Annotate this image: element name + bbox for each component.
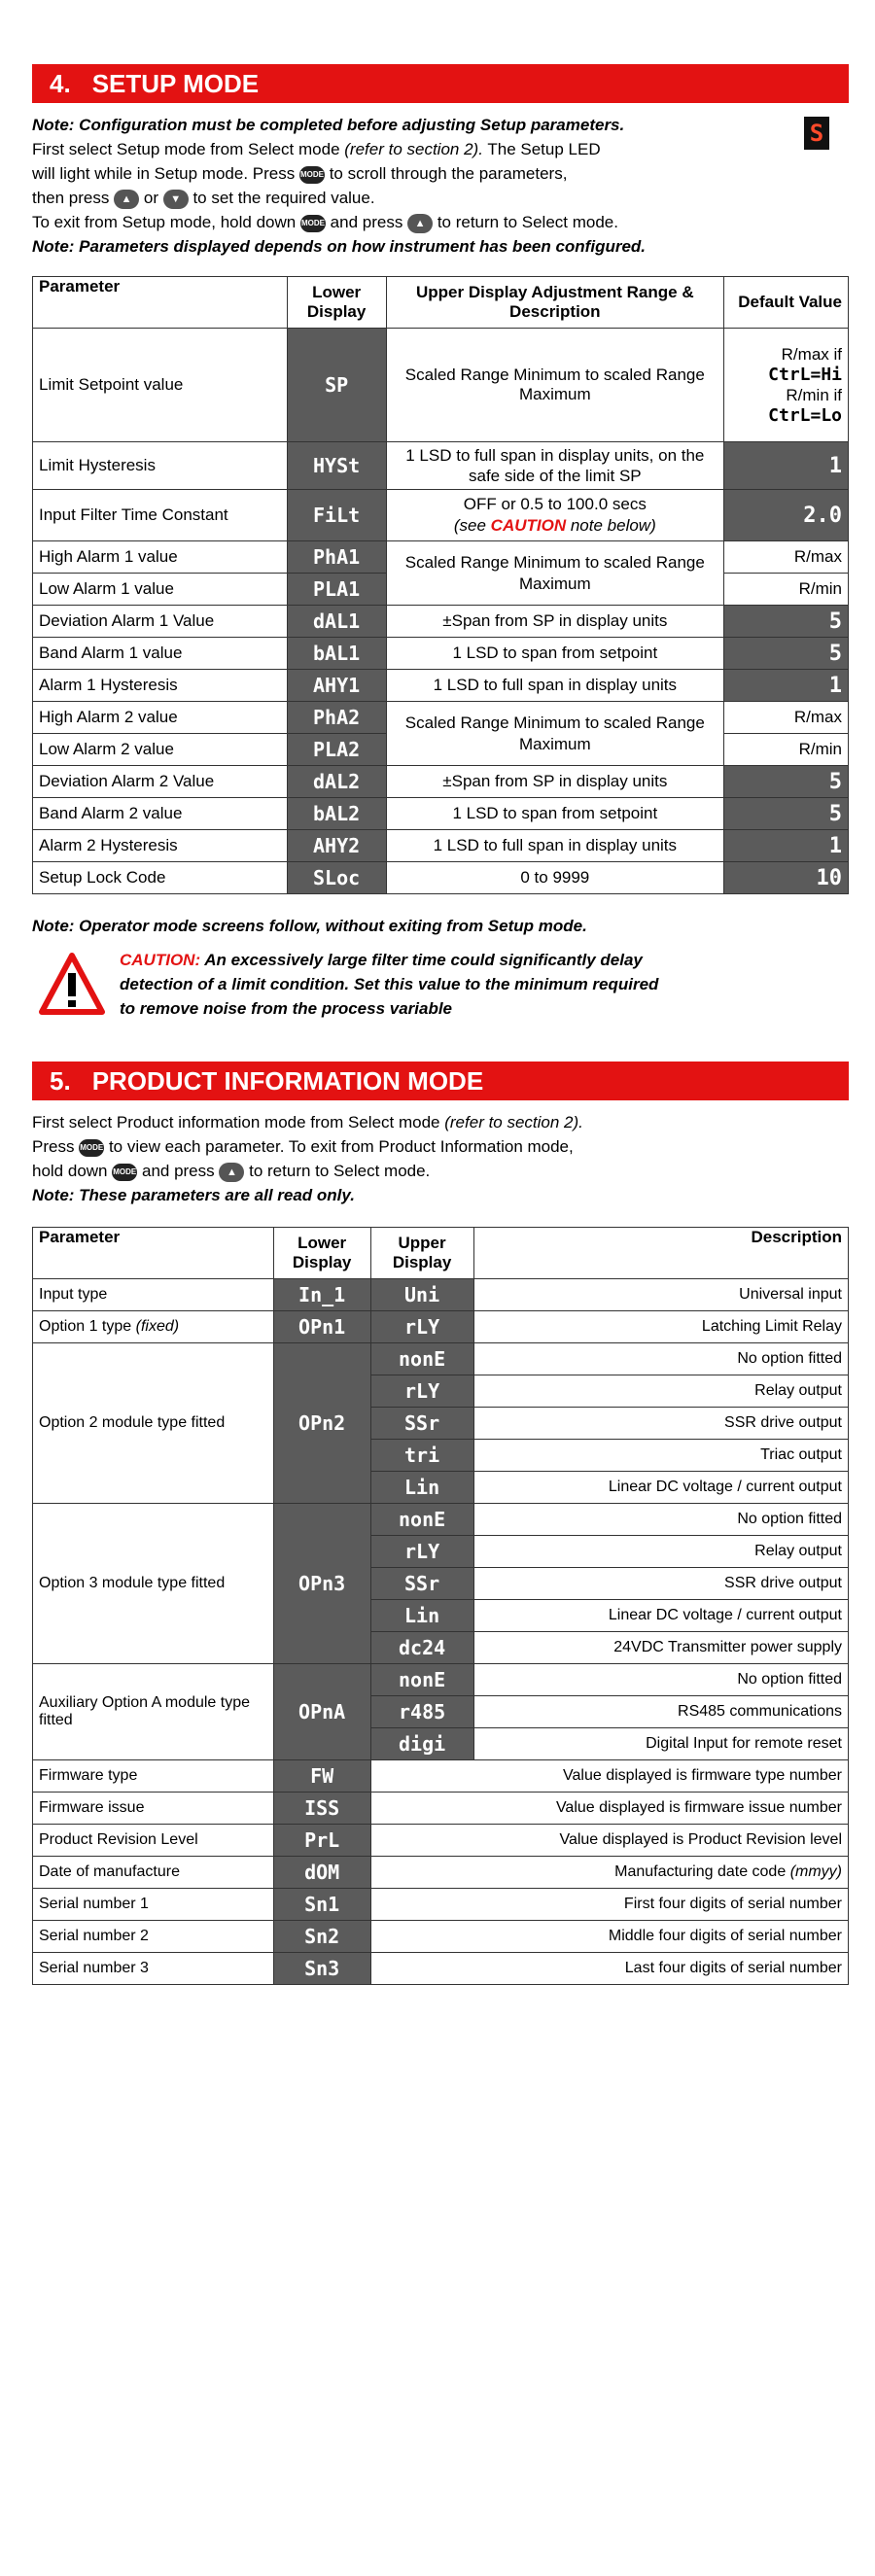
product-info-table (32, 1227, 849, 1985)
table-row: Input type In_1 Uni Universal input (33, 1279, 849, 1311)
caution-box (32, 948, 849, 1026)
table-row: rLY Relay output (33, 1375, 849, 1408)
table-row: Input Filter Time Constant FiLt OFF or 0.5 to 100.0 secs (see CAUTION note below) 2.0 (33, 490, 849, 541)
table-row: Product Revision Level PrL Value displayed is Product Revision level (33, 1825, 849, 1857)
setup-line-3: then press ▲ or ▼ to set the required value. (32, 189, 375, 207)
table-row: Deviation Alarm 2 Value dAL2 ±Span from SP in display units 5 (33, 766, 849, 798)
table-row: Date of manufacture dOM Manufacturing date code (mmyy) (33, 1857, 849, 1889)
mode-button-icon: MODE (79, 1139, 104, 1157)
table-row: Alarm 2 Hysteresis AHY2 1 LSD to full span in display units 1 (33, 830, 849, 862)
up-arrow-icon: ▲ (114, 190, 139, 209)
setup-line-1: First select Setup mode from Select mode (refer to section 2). The Setup LED (32, 140, 601, 158)
table-row: Setup Lock Code SLoc 0 to 9999 10 (33, 862, 849, 894)
table-row: Firmware issue ISS Value displayed is firmware issue number (33, 1793, 849, 1825)
mode-button-icon: MODE (299, 166, 325, 184)
product-note: Note: These parameters are all read only. (32, 1186, 355, 1204)
product-line-2: Press MODE to view each parameter. To exit from Product Information mode, (32, 1137, 574, 1156)
mode-button-icon: MODE (112, 1164, 137, 1181)
setup-led-icon: S (804, 117, 829, 150)
table-row: Serial number 1 Sn1 First four digits of serial number (33, 1889, 849, 1921)
table-row: Deviation Alarm 1 Value dAL1 ±Span from SP in display units 5 (33, 606, 849, 638)
setup-line-2: will light while in Setup mode. Press MODE to scroll through the parameters, (32, 164, 568, 183)
up-arrow-icon: ▲ (407, 214, 433, 233)
caution-text: CAUTION: An excessively large filter time could significantly delay detection of a limit condition. Set this value to the minimum required to remove noise from the process variable (120, 951, 659, 1018)
table-header-row: Parameter Lower Display Upper Display Adjustment Range & Description Default Value (33, 277, 849, 329)
table-row: tri Triac output (33, 1440, 849, 1472)
setup-parameter-table (32, 276, 849, 894)
table-row: Serial number 2 Sn2 Middle four digits of serial number (33, 1921, 849, 1953)
table-row: Auxiliary Option A module type fitted OPnA nonE No option fitted (33, 1664, 849, 1696)
warning-triangle-icon (38, 952, 106, 1016)
section-number: 4. (50, 69, 71, 98)
table-row: Band Alarm 2 value bAL2 1 LSD to span from setpoint 5 (33, 798, 849, 830)
table-row: Alarm 1 Hysteresis AHY1 1 LSD to full span in display units 1 (33, 670, 849, 702)
table-row: Limit Hysteresis HYSt 1 LSD to full span in display units, on the safe side of the limit SP 1 (33, 442, 849, 490)
table-row: Lin Linear DC voltage / current output (33, 1472, 849, 1504)
table-row: Option 2 module type fitted OPn2 nonE No option fitted (33, 1343, 849, 1375)
table-row: High Alarm 2 value PhA2 Scaled Range Minimum to scaled Range Maximum R/max (33, 702, 849, 734)
down-arrow-icon: ▼ (163, 190, 189, 209)
table-row: digi Digital Input for remote reset (33, 1728, 849, 1760)
setup-note-3: Note: Operator mode screens follow, without exiting from Setup mode. (32, 917, 587, 935)
table-row: Band Alarm 1 value bAL1 1 LSD to span from setpoint 5 (33, 638, 849, 670)
table-row: SSr SSR drive output (33, 1568, 849, 1600)
setup-note-2: Note: Parameters displayed depends on how instrument has been configured. (32, 237, 647, 256)
section-title: SETUP MODE (91, 69, 260, 98)
setup-intro (32, 113, 849, 259)
setup-note-3-wrap (32, 914, 849, 938)
table-row: r485 RS485 communications (33, 1696, 849, 1728)
table-row: Option 3 module type fitted OPn3 nonE No option fitted (33, 1504, 849, 1536)
table-row: dc24 24VDC Transmitter power supply (33, 1632, 849, 1664)
up-arrow-icon: ▲ (219, 1163, 244, 1182)
section-4-header (32, 64, 849, 103)
table-row: Serial number 3 Sn3 Last four digits of serial number (33, 1953, 849, 1985)
setup-line-4: To exit from Setup mode, hold down MODE and press ▲ to return to Select mode. (32, 213, 618, 231)
table-row: Lin Linear DC voltage / current output (33, 1600, 849, 1632)
section-title: PRODUCT INFORMATION MODE (91, 1066, 484, 1096)
table-row: Low Alarm 2 value PLA2 R/min (33, 734, 849, 766)
mode-button-icon: MODE (300, 215, 326, 232)
product-line-1: First select Product information mode from Select mode (refer to section 2). (32, 1113, 583, 1131)
table-row: rLY Relay output (33, 1536, 849, 1568)
table-header-row: Parameter Lower Display Upper Display Description (33, 1228, 849, 1279)
setup-note-1: Note: Configuration must be completed before adjusting Setup parameters. (32, 116, 625, 134)
product-intro (32, 1110, 849, 1207)
section-5-header (32, 1062, 849, 1100)
product-line-3: hold down MODE and press ▲ to return to Select mode. (32, 1162, 431, 1180)
table-row: SSr SSR drive output (33, 1408, 849, 1440)
table-row: Option 1 type (fixed) OPn1 rLY Latching Limit Relay (33, 1311, 849, 1343)
section-number: 5. (50, 1066, 71, 1096)
table-row: Limit Setpoint value SP Scaled Range Minimum to scaled Range Maximum R/max if CtrL=Hi R/min if CtrL=Lo (33, 329, 849, 442)
table-row: Low Alarm 1 value PLA1 R/min (33, 574, 849, 606)
table-row: Firmware type FW Value displayed is firmware type number (33, 1760, 849, 1793)
table-row: High Alarm 1 value PhA1 Scaled Range Minimum to scaled Range Maximum R/max (33, 541, 849, 574)
